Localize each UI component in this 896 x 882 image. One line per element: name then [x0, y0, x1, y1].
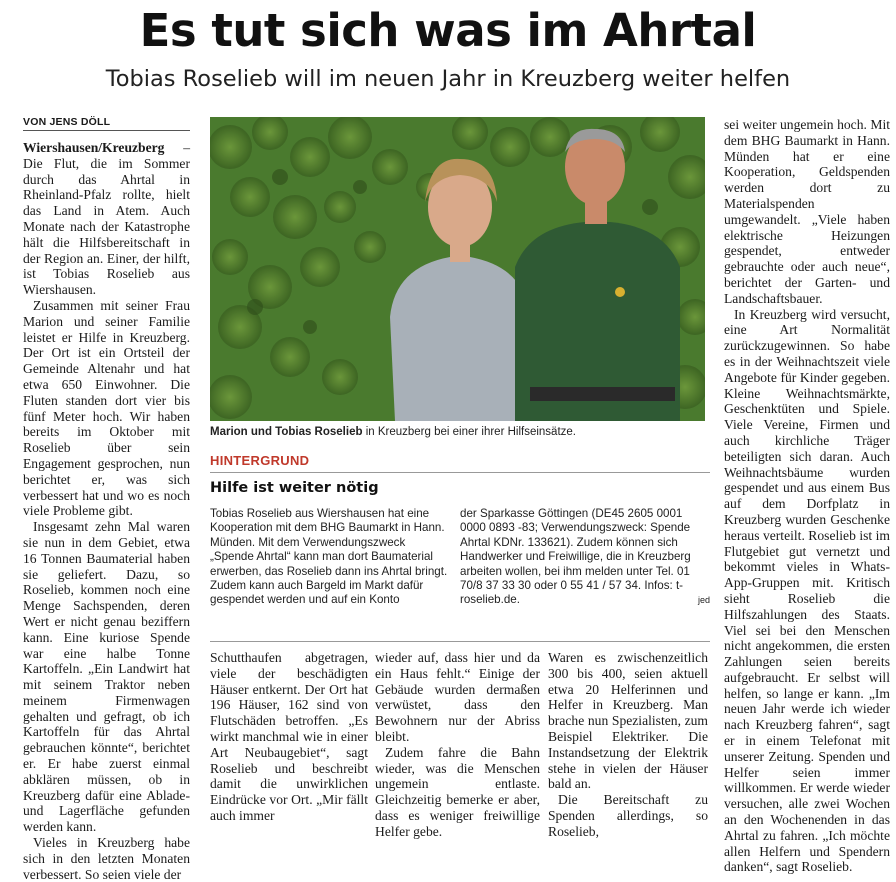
article-column-1	[23, 140, 190, 882]
paragraph: Zusammen mit seiner Frau Marion und seiner Familie leistet er Hilfe in Kreuzberg. Der Ort ist ein Ortsteil der Gemeinde Altenahr und hat etwa 650 Einwohner. Die Fluten standen dort vier bis fünf Meter hoch. Wir haben bereits im Oktober mit Roselieb über sein Engagement gesprochen, nun berichtet er, was sich verbessert hat und wo es noch viele Probleme gibt.	[23, 297, 190, 519]
paragraph: Waren es zwischenzeitlich 300 bis 400, seien aktuell etwa 20 Helferinnen und Helfer in Kreuzberg. Man brache nun Spezialisten, zum Beispiel Elektriker. Die Instandsetzung der Elektrik stehe in vielen der Häuser bald an.	[548, 650, 708, 792]
byline: VON JENS DÖLL	[23, 116, 111, 128]
lead-text: – Die Flut, die im Sommer durch das Ahrtal in Rheinland-Pfalz rollte, hielt das Land in Atem. Auch Monate nach der Katastrophe hält die Hilfsbereitschaft in der Region an. Einer, der hilft, ist Tobias Roselieb aus Wiershausen.	[23, 140, 190, 298]
article-subheadline: Tobias Roselieb will im neuen Jahr in Kreuzberg weiter helfen	[105, 66, 791, 92]
byline-divider	[23, 130, 190, 131]
article-column-4	[548, 650, 708, 840]
paragraph: Vieles in Kreuzberg habe sich in den letzten Monaten verbessert. So seien viele der	[23, 835, 190, 882]
infobox-right-column	[460, 507, 710, 608]
article-column-2	[210, 650, 368, 824]
dateline: Wiershausen/Kreuzberg	[23, 140, 165, 155]
infobox-bottom-rule	[210, 641, 710, 642]
photo-caption	[210, 426, 710, 438]
paragraph: Zudem fahre die Bahn wieder, was die Menschen ungemein entlaste. Gleichzeitig bemerke er aber, dass es weniger freiwillige Helfer gebe.	[375, 744, 540, 839]
photo-image	[210, 117, 705, 421]
infobox-title: Hilfe ist weiter nötig	[210, 480, 379, 496]
article-column-3	[375, 650, 540, 840]
infobox-left-text: Tobias Roselieb aus Wiershausen hat eine Kooperation mit dem BHG Baumarkt in Hann. Münden. Mit dem Verwendungszweck „Spende Ahrtal“ kann man dort Baumaterial erwerben, das Roselieb dann ins Ahrtal bringt. Zudem kann auch Bargeld im Markt dafür gespendet werden und auf ein Konto	[210, 507, 448, 607]
article-column-5	[724, 117, 890, 875]
infobox-signature: jed	[697, 595, 710, 606]
infobox-divider	[210, 472, 710, 473]
caption-text: in Kreuzberg bei einer ihrer Hilfseinsätze.	[362, 426, 576, 438]
infobox-left-column	[210, 507, 450, 608]
infobox-tag: HINTERGRUND	[210, 453, 310, 468]
caption-names: Marion und Tobias Roselieb	[210, 426, 363, 438]
paragraph: In Kreuzberg wird versucht, eine Art Normalität zurückzugewinnen. So habe es in der Weihnachtszeit viele Angebote für Kinder gegeben. Kleine Weihnachtsmärkte, Geschenktüten und Spiele. Viele Vereine, Firmen und auch kirchliche Träger beteiligten sich daran. Auch Weihnachtsbäume wurden gespendet und aus einem Bus auf dem Dorfplatz in Kreuzberg wurden Geschenke heraus verteilt. Roselieb ist im Flutgebiet gut vernetzt und bekommt vieles in Whats-App-Gruppen mit. Kritisch sieht Roselieb die Hilfszahlungen des Staats. Viel sei bei den Menschen nicht angekommen, die ersten Zahlungen seien bereits aufgebraucht. Er selbst will helfen, so lange er kann. „Im neuen Jahr werde ich wieder nach Kreuzberg fahren“, sagt er in einem Telefonat mit unserer Zeitung. Spenden und Helfer seien immer willkommen. Er werde wieder versuchen, alle zwei Wochen an den Wochenenden in das Ahrtal zu fahren. „Ich möchte allen Helfern und Spendern danken“, sagt Roselieb.	[724, 306, 890, 875]
article-headline: Es tut sich was im Ahrtal	[139, 4, 757, 57]
paragraph: wieder auf, dass hier und da ein Haus fehlt.“ Einige der Gebäude wurden dermaßen verwüstet, dass den Bewohnern nur der Abriss bleibt.	[375, 650, 540, 744]
paragraph: Insgesamt zehn Mal waren sie nun in dem Gebiet, etwa 16 Tonnen Baumaterial haben sie geliefert. Dazu, so Roselieb, kommen noch eine Menge Sachspenden, deren Wert er nicht genau beziffern kann. Eine kuriose Spende war eine halbe Tonne Kartoffeln. „Ein Landwirt hat mit seinem Traktor neben meinem Firmenwagen gehalten und gefragt, ob ich Kartoffeln für das Ahrtal gebrauchen könnte“, berichtet er. Er habe zuerst einmal abklären müssen, ob in Kreuzberg dafür eine Ablade- und Lagerfläche gefunden werden kann.	[23, 519, 190, 835]
paragraph: Die Bereitschaft zu Spenden allerdings, so Roselieb,	[548, 792, 708, 839]
article-photo	[210, 117, 705, 421]
paragraph: sei weiter ungemein hoch. Mit dem BHG Baumarkt in Hann. Münden hat er eine Kooperation, Geldspenden werden dort zu Materialspenden umgewandelt. „Viele haben elektrische Heizungen gespendet, entweder gebrauchte oder auch neue“, berichtet der Garten- und Landschaftsbauer.	[724, 117, 890, 306]
infobox-right-text: der Sparkasse Göttingen (DE45 2605 0001 0000 0893 -83; Verwendungszweck: Spende Ahrtal KDNr. 133621). Zudem können sich Handwerker und Freiwillige, die in Kreuzberg arbeiten wollen, bei ihm melden unter Tel. 01 70/8 37 33 30 oder 0 55 41 / 57 34. Infos: t-roselieb.de.	[460, 507, 691, 607]
paragraph: Schutthaufen abgetragen, viele der beschädigten Häuser entkernt. Der Ort hat 196 Häuser, 162 sind von Flutschäden betroffen. „Es wirkt manchmal wie in einer Art Neubaugebiet“, sagt Roselieb und beschreibt damit die unwirklichen Eindrücke vor Ort. „Mir fällt auch immer	[210, 650, 368, 823]
lead-paragraph	[23, 140, 190, 298]
